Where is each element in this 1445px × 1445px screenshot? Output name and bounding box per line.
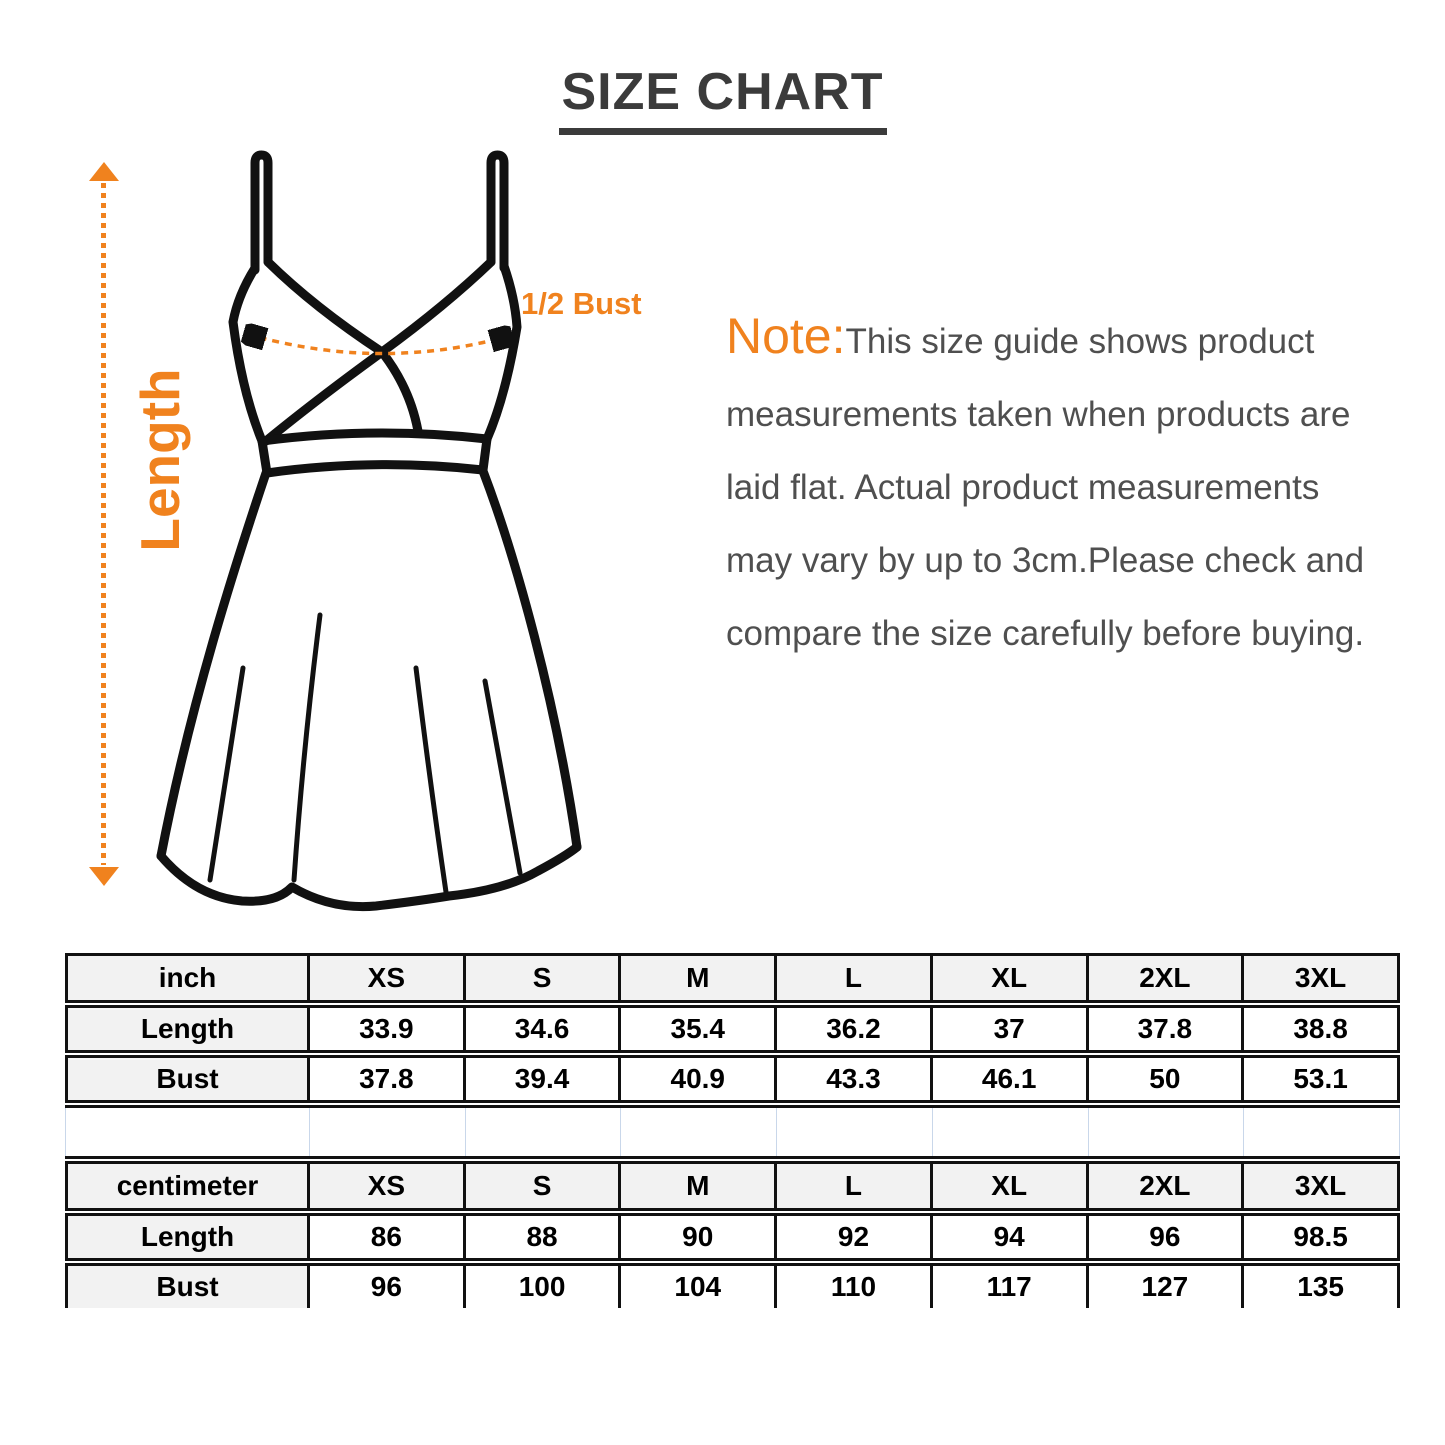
bust-label: 1/2 Bust xyxy=(521,286,642,321)
dress-waistband-top xyxy=(262,433,487,441)
measure-value-cell: 36.2 xyxy=(776,1004,932,1054)
table-row xyxy=(67,1262,1399,1308)
table-row xyxy=(67,1054,1399,1104)
dress-side-left xyxy=(233,268,262,441)
measure-value-cell: 37.8 xyxy=(309,1054,465,1104)
measure-value-cell: 37 xyxy=(931,1004,1087,1054)
measure-value-cell: 104 xyxy=(620,1262,776,1308)
gap-gridline-cell xyxy=(65,1108,310,1156)
measure-value-cell: 90 xyxy=(620,1212,776,1262)
size-table-centimeter xyxy=(65,1156,1400,1308)
dress-strap-right xyxy=(491,155,504,268)
measure-value-cell: 135 xyxy=(1243,1262,1399,1308)
unit-header-cell: centimeter xyxy=(67,1160,309,1212)
measure-value-cell: 43.3 xyxy=(776,1054,932,1104)
measure-value-cell: 100 xyxy=(464,1262,620,1308)
measure-value-cell: 88 xyxy=(464,1212,620,1262)
measure-row-label: Length xyxy=(67,1004,309,1054)
gap-gridline-cell xyxy=(777,1108,933,1156)
measure-row-label: Bust xyxy=(67,1262,309,1308)
spreadsheet-gap-row xyxy=(65,1108,1400,1156)
measure-value-cell: 110 xyxy=(776,1262,932,1308)
length-label: Length xyxy=(129,368,191,552)
size-column-header: XL xyxy=(931,955,1087,1005)
measure-value-cell: 38.8 xyxy=(1243,1004,1399,1054)
measure-value-cell: 50 xyxy=(1087,1054,1243,1104)
size-column-header: XS xyxy=(309,1160,465,1212)
size-column-header: 2XL xyxy=(1087,955,1243,1005)
note-text: This size guide shows product measurements taken when products are laid flat. Actual product measurements may vary by up to 3cm.Please check and compare the size carefully before buying. xyxy=(726,322,1365,653)
gap-gridline-cell xyxy=(933,1108,1089,1156)
measure-value-cell: 86 xyxy=(309,1212,465,1262)
measure-value-cell: 117 xyxy=(931,1262,1087,1308)
measure-value-cell: 92 xyxy=(776,1212,932,1262)
dress-skirt-right xyxy=(483,471,577,847)
measure-value-cell: 96 xyxy=(309,1262,465,1308)
measure-value-cell: 53.1 xyxy=(1243,1054,1399,1104)
dress-side-right xyxy=(487,266,517,439)
measure-value-cell: 37.8 xyxy=(1087,1004,1243,1054)
measure-value-cell: 98.5 xyxy=(1243,1212,1399,1262)
gap-gridline-cell xyxy=(310,1108,466,1156)
size-column-header: M xyxy=(620,955,776,1005)
size-column-header: L xyxy=(776,1160,932,1212)
note-paragraph xyxy=(726,300,1374,670)
measure-row-label: Length xyxy=(67,1212,309,1262)
measure-row-label: Bust xyxy=(67,1054,309,1104)
dress-skirt-left xyxy=(161,473,266,856)
table-row xyxy=(67,1004,1399,1054)
table-row xyxy=(67,1212,1399,1262)
measure-value-cell: 96 xyxy=(1087,1212,1243,1262)
size-column-header: 3XL xyxy=(1243,1160,1399,1212)
measure-value-cell: 40.9 xyxy=(620,1054,776,1104)
measure-value-cell: 39.4 xyxy=(464,1054,620,1104)
size-column-header: XL xyxy=(931,1160,1087,1212)
size-column-header: S xyxy=(464,955,620,1005)
measure-value-cell: 34.6 xyxy=(464,1004,620,1054)
page-title: SIZE CHART xyxy=(559,64,887,135)
size-column-header: XS xyxy=(309,955,465,1005)
size-table-inch xyxy=(65,953,1400,1108)
unit-header-cell: inch xyxy=(67,955,309,1005)
dress-skirt-fold-4 xyxy=(485,681,520,873)
size-column-header: 2XL xyxy=(1087,1160,1243,1212)
measure-value-cell: 94 xyxy=(931,1212,1087,1262)
measure-value-cell: 127 xyxy=(1087,1262,1243,1308)
gap-gridline-cell xyxy=(466,1108,622,1156)
page-title-row xyxy=(0,64,1445,135)
dress-diagram xyxy=(80,140,640,940)
size-column-header: L xyxy=(776,955,932,1005)
dress-waistband-right-edge xyxy=(483,439,487,470)
dress-skirt-fold-2 xyxy=(294,615,320,880)
size-column-header: M xyxy=(620,1160,776,1212)
dress-waistband-bottom xyxy=(267,465,483,473)
dress-waistband-left-edge xyxy=(262,441,267,473)
gap-gridline-cell xyxy=(621,1108,777,1156)
dress-skirt-fold-3 xyxy=(416,668,446,892)
dress-strap-left xyxy=(255,155,268,270)
measure-value-cell: 46.1 xyxy=(931,1054,1087,1104)
size-column-header: S xyxy=(464,1160,620,1212)
measure-value-cell: 33.9 xyxy=(309,1004,465,1054)
gap-gridline-cell xyxy=(1089,1108,1245,1156)
note-label: Note: xyxy=(726,308,846,364)
size-tables xyxy=(65,953,1400,1308)
measure-value-cell: 35.4 xyxy=(620,1004,776,1054)
size-column-header: 3XL xyxy=(1243,955,1399,1005)
dress-skirt-fold-1 xyxy=(210,668,243,880)
gap-gridline-cell xyxy=(1244,1108,1400,1156)
